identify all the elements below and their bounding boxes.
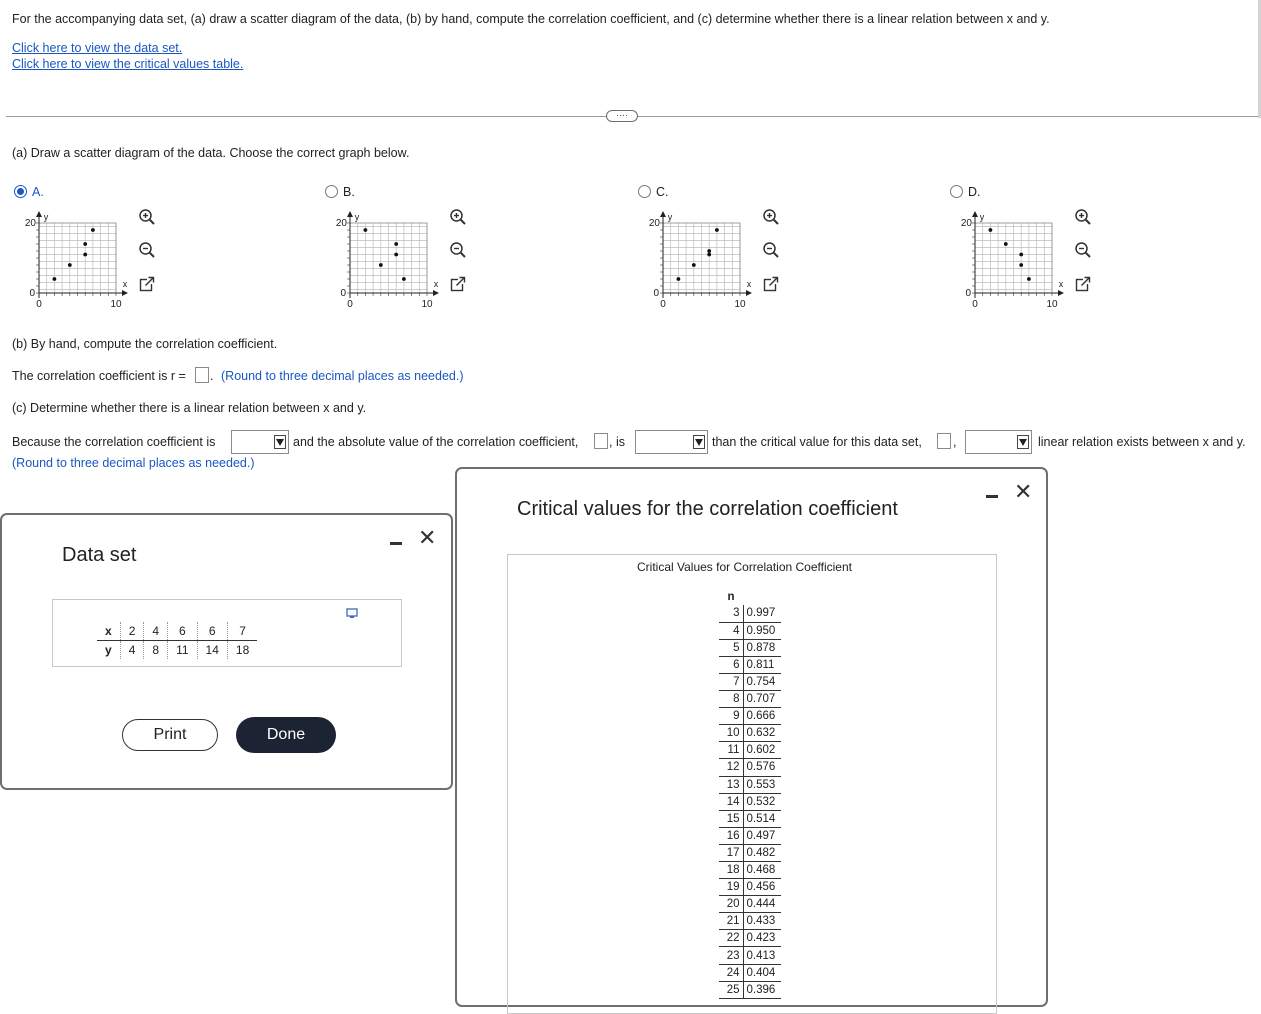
critical-row bbox=[719, 947, 781, 964]
y-axis-label: y bbox=[354, 212, 360, 222]
critical-n: 18 bbox=[719, 862, 743, 879]
x-value: 7 bbox=[227, 622, 257, 641]
option-b-radio[interactable] bbox=[325, 185, 338, 198]
y-axis-label: y bbox=[667, 212, 673, 222]
open-external-icon[interactable] bbox=[138, 275, 156, 293]
y-zero-label: 0 bbox=[340, 288, 346, 299]
x-tick-label: 10 bbox=[1046, 299, 1058, 310]
x-value: 2 bbox=[120, 622, 144, 641]
critical-n: 15 bbox=[719, 810, 743, 827]
r-period: . bbox=[210, 369, 214, 383]
critical-table-frame bbox=[507, 554, 997, 1014]
part-c-text-6: linear relation exists between x and y. bbox=[1038, 435, 1246, 449]
critical-n: 19 bbox=[719, 879, 743, 896]
critical-row bbox=[719, 981, 781, 998]
data-point bbox=[692, 263, 696, 267]
abs-r-input[interactable] bbox=[594, 433, 608, 449]
critical-row bbox=[719, 708, 781, 725]
critical-value: 0.754 bbox=[743, 673, 781, 690]
part-c-text-1: Because the correlation coefficient is bbox=[12, 435, 216, 449]
data-point bbox=[1004, 242, 1008, 246]
critical-value: 0.413 bbox=[743, 947, 781, 964]
critical-row bbox=[719, 639, 781, 656]
option-label[interactable]: D. bbox=[968, 185, 981, 199]
y-zero-label: 0 bbox=[29, 288, 35, 299]
x-zero-label: 0 bbox=[660, 299, 666, 310]
part-c-hint: (Round to three decimal places as needed.) bbox=[12, 456, 255, 470]
critical-n: 14 bbox=[719, 793, 743, 810]
part-c-text-3: , is bbox=[609, 435, 625, 449]
option-label[interactable]: C. bbox=[656, 185, 669, 199]
scatter-graph-d bbox=[938, 204, 1073, 314]
x-value: 4 bbox=[144, 622, 168, 641]
zoom-out-icon[interactable] bbox=[449, 241, 467, 259]
data-point bbox=[707, 253, 711, 257]
data-table bbox=[97, 622, 257, 659]
part-c-prompt: (c) Determine whether there is a linear relation between x and y. bbox=[12, 401, 367, 415]
critical-value: 0.444 bbox=[743, 896, 781, 913]
x-zero-label: 0 bbox=[36, 299, 42, 310]
print-button[interactable]: Print bbox=[122, 719, 218, 751]
critical-row bbox=[719, 605, 781, 622]
critical-n: 17 bbox=[719, 844, 743, 861]
zoom-out-icon[interactable] bbox=[762, 241, 780, 259]
data-point bbox=[394, 253, 398, 257]
x-value: 6 bbox=[168, 622, 197, 641]
open-external-icon[interactable] bbox=[449, 275, 467, 293]
dialog-title: Critical values for the correlation coefficient bbox=[517, 498, 898, 520]
data-point bbox=[707, 249, 711, 253]
x-tick-label: 10 bbox=[421, 299, 433, 310]
critical-n: 23 bbox=[719, 947, 743, 964]
comparison-select[interactable] bbox=[635, 430, 708, 454]
critical-value: 0.482 bbox=[743, 844, 781, 861]
critical-row bbox=[719, 673, 781, 690]
dialog-title: Data set bbox=[62, 544, 137, 566]
critical-n: 12 bbox=[719, 759, 743, 776]
y-value: 8 bbox=[144, 641, 168, 660]
critical-value: 0.468 bbox=[743, 862, 781, 879]
critical-value: 0.396 bbox=[743, 981, 781, 998]
question-intro: For the accompanying data set, (a) draw a scatter diagram of the data, (b) by hand, compute the correlation coefficient, and (c) determine whether there is a linear relation between x and y. bbox=[12, 12, 1050, 26]
y-zero-label: 0 bbox=[965, 288, 971, 299]
critical-row bbox=[719, 759, 781, 776]
x-axis-label: x bbox=[433, 279, 439, 289]
critical-value: 0.997 bbox=[743, 605, 781, 622]
critical-n: 8 bbox=[719, 691, 743, 708]
n-header: n bbox=[727, 590, 735, 603]
critical-values-dialog bbox=[455, 467, 1048, 1007]
x-value: 6 bbox=[197, 622, 227, 641]
data-point bbox=[394, 242, 398, 246]
zoom-in-icon[interactable] bbox=[449, 208, 467, 226]
critical-row bbox=[719, 776, 781, 793]
critical-n: 13 bbox=[719, 776, 743, 793]
data-point bbox=[677, 277, 681, 281]
r-answer-input[interactable] bbox=[195, 367, 209, 383]
critical-row bbox=[719, 793, 781, 810]
critical-n: 21 bbox=[719, 913, 743, 930]
y-tick-label: 20 bbox=[335, 218, 347, 229]
critical-value: 0.811 bbox=[743, 656, 781, 673]
minimize-icon[interactable] bbox=[390, 542, 402, 545]
data-point bbox=[379, 263, 383, 267]
critical-n: 5 bbox=[719, 639, 743, 656]
option-d-radio[interactable] bbox=[950, 185, 963, 198]
data-point bbox=[1027, 277, 1031, 281]
critical-values-link[interactable]: Click here to view the critical values table. bbox=[12, 57, 244, 71]
critical-n: 22 bbox=[719, 930, 743, 947]
part-b-prompt: (b) By hand, compute the correlation coefficient. bbox=[12, 337, 278, 351]
data-point bbox=[402, 277, 406, 281]
option-label[interactable]: B. bbox=[343, 185, 355, 199]
part-c-text-5: , bbox=[953, 435, 957, 449]
data-point bbox=[83, 253, 87, 257]
open-external-icon[interactable] bbox=[1074, 275, 1092, 293]
critical-row bbox=[719, 810, 781, 827]
data-table-frame bbox=[52, 599, 402, 667]
data-point bbox=[364, 228, 368, 232]
part-a-prompt: (a) Draw a scatter diagram of the data. Choose the correct graph below. bbox=[12, 146, 410, 160]
data-set-dialog bbox=[0, 513, 453, 790]
critical-row bbox=[719, 862, 781, 879]
y-tick-label: 20 bbox=[24, 218, 36, 229]
relation-select[interactable] bbox=[965, 430, 1032, 454]
critical-n: 11 bbox=[719, 742, 743, 759]
critical-table-title: Critical Values for Correlation Coefficient bbox=[637, 560, 852, 574]
y-value: 4 bbox=[120, 641, 144, 660]
y-value: 14 bbox=[197, 641, 227, 660]
data-set-link[interactable]: Click here to view the data set. bbox=[12, 41, 183, 55]
close-icon[interactable]: ✕ bbox=[1014, 479, 1033, 504]
critical-value: 0.878 bbox=[743, 639, 781, 656]
x-tick-label: 10 bbox=[734, 299, 746, 310]
part-c-text-4: than the critical value for this data set, bbox=[712, 435, 922, 449]
scatter-graph-c bbox=[626, 204, 761, 314]
data-point bbox=[1019, 253, 1023, 257]
y-value: 11 bbox=[168, 641, 197, 660]
x-axis-label: x bbox=[746, 279, 752, 289]
done-button[interactable]: Done bbox=[236, 717, 336, 753]
data-point bbox=[989, 228, 993, 232]
critical-n: 3 bbox=[719, 605, 743, 622]
r-hint: (Round to three decimal places as needed.) bbox=[221, 369, 464, 383]
critical-n: 16 bbox=[719, 827, 743, 844]
y-tick-label: 20 bbox=[648, 218, 660, 229]
x-axis-label: x bbox=[122, 279, 128, 289]
scatter-graph-a bbox=[2, 204, 137, 314]
chevron-down-icon bbox=[1017, 435, 1029, 449]
critical-value: 0.553 bbox=[743, 776, 781, 793]
critical-n: 9 bbox=[719, 708, 743, 725]
critical-row bbox=[719, 742, 781, 759]
y-axis-label: y bbox=[979, 212, 985, 222]
critical-value-input[interactable] bbox=[937, 433, 951, 449]
close-icon[interactable]: ✕ bbox=[418, 525, 437, 550]
critical-n: 7 bbox=[719, 673, 743, 690]
data-point bbox=[715, 228, 719, 232]
critical-value: 0.632 bbox=[743, 725, 781, 742]
open-external-icon[interactable] bbox=[762, 275, 780, 293]
y-axis-label: y bbox=[43, 212, 49, 222]
data-point bbox=[1019, 263, 1023, 267]
r-sentence: The correlation coefficient is r = bbox=[12, 369, 186, 383]
zoom-out-icon[interactable] bbox=[1074, 241, 1092, 259]
critical-row bbox=[719, 725, 781, 742]
critical-value: 0.497 bbox=[743, 827, 781, 844]
chevron-down-icon bbox=[274, 435, 286, 449]
critical-value: 0.532 bbox=[743, 793, 781, 810]
scatter-graph-b bbox=[313, 204, 448, 314]
critical-row bbox=[719, 622, 781, 639]
critical-row bbox=[719, 827, 781, 844]
zoom-in-icon[interactable] bbox=[138, 208, 156, 226]
critical-row bbox=[719, 844, 781, 861]
critical-value: 0.433 bbox=[743, 913, 781, 930]
x-axis-label: x bbox=[1058, 279, 1064, 289]
critical-row bbox=[719, 879, 781, 896]
zoom-in-icon[interactable] bbox=[762, 208, 780, 226]
copy-icon[interactable] bbox=[346, 608, 359, 620]
critical-value: 0.602 bbox=[743, 742, 781, 759]
option-c-radio[interactable] bbox=[638, 185, 651, 198]
critical-row bbox=[719, 896, 781, 913]
y-value: 18 bbox=[227, 641, 257, 660]
y-tick-label: 20 bbox=[960, 218, 972, 229]
critical-value: 0.707 bbox=[743, 691, 781, 708]
option-label[interactable]: A. bbox=[32, 185, 44, 199]
part-c-text-2: and the absolute value of the correlation coefficient, bbox=[293, 435, 579, 449]
critical-value: 0.950 bbox=[743, 622, 781, 639]
critical-values-table bbox=[719, 588, 781, 999]
zoom-in-icon[interactable] bbox=[1074, 208, 1092, 226]
critical-n: 25 bbox=[719, 981, 743, 998]
critical-value: 0.404 bbox=[743, 964, 781, 981]
data-point bbox=[53, 277, 57, 281]
critical-value: 0.423 bbox=[743, 930, 781, 947]
critical-value: 0.456 bbox=[743, 879, 781, 896]
critical-row bbox=[719, 913, 781, 930]
critical-n: 24 bbox=[719, 964, 743, 981]
critical-value: 0.576 bbox=[743, 759, 781, 776]
data-point bbox=[91, 228, 95, 232]
critical-row bbox=[719, 930, 781, 947]
x-tick-label: 10 bbox=[110, 299, 122, 310]
x-zero-label: 0 bbox=[347, 299, 353, 310]
y-zero-label: 0 bbox=[653, 288, 659, 299]
critical-value: 0.666 bbox=[743, 708, 781, 725]
data-point bbox=[83, 242, 87, 246]
critical-row bbox=[719, 691, 781, 708]
option-a-radio[interactable] bbox=[14, 185, 27, 198]
x-zero-label: 0 bbox=[972, 299, 978, 310]
critical-row bbox=[719, 656, 781, 673]
critical-n: 4 bbox=[719, 622, 743, 639]
x-header: x bbox=[97, 622, 120, 641]
zoom-out-icon[interactable] bbox=[138, 241, 156, 259]
minimize-icon[interactable] bbox=[986, 495, 998, 498]
sign-select[interactable] bbox=[231, 430, 289, 454]
y-header: y bbox=[105, 643, 112, 657]
expand-more-button[interactable]: ···· bbox=[606, 110, 638, 122]
chevron-down-icon bbox=[693, 435, 705, 449]
data-point bbox=[68, 263, 72, 267]
critical-row bbox=[719, 964, 781, 981]
critical-value: 0.514 bbox=[743, 810, 781, 827]
critical-n: 10 bbox=[719, 725, 743, 742]
critical-n: 20 bbox=[719, 896, 743, 913]
critical-n: 6 bbox=[719, 656, 743, 673]
